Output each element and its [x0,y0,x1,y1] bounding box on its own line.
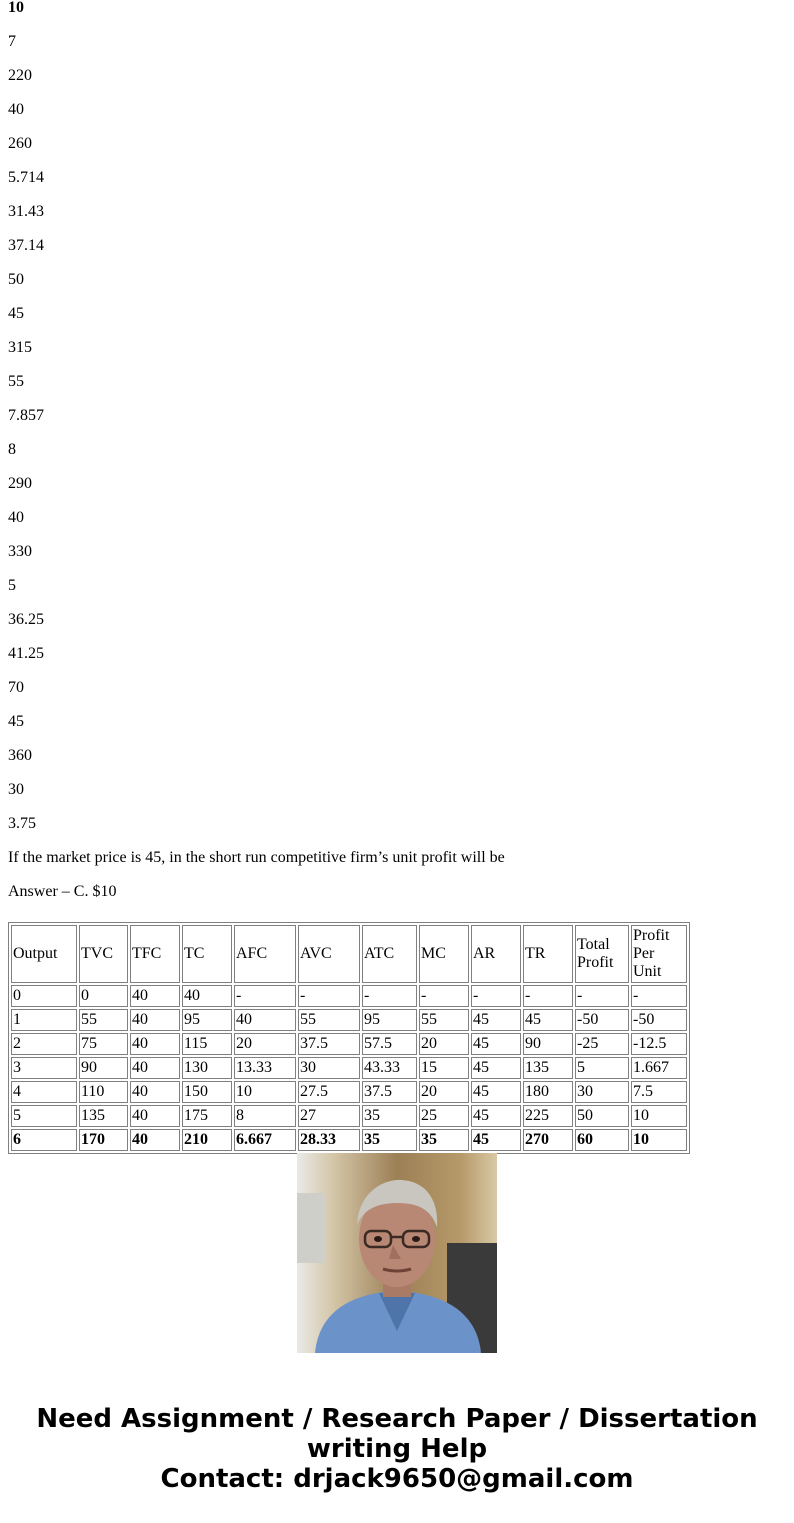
table-cell: 35 [362,1129,417,1151]
table-cell: 20 [234,1033,296,1055]
table-cell: 43.33 [362,1057,417,1079]
value-line: 55 [8,373,24,390]
table-cell: 15 [419,1057,469,1079]
column-header: AVC [298,925,360,983]
table-cell: 5 [575,1057,629,1079]
table-cell: 10 [234,1081,296,1103]
table-cell: 57.5 [362,1033,417,1055]
column-header: TC [182,925,232,983]
document-body [8,0,788,1154]
table-cell: 0 [79,985,128,1007]
value-line: 3.75 [8,815,36,832]
table-cell: -25 [575,1033,629,1055]
table-cell: - [298,985,360,1007]
table-cell: - [523,985,573,1007]
table-cell: - [234,985,296,1007]
value-line: 220 [8,67,32,84]
value-line: 315 [8,339,32,356]
value-list [8,0,788,843]
table-cell: 6.667 [234,1129,296,1151]
table-cell: 20 [419,1081,469,1103]
table-cell: -12.5 [631,1033,687,1055]
table-cell: -50 [631,1009,687,1031]
value-line: 45 [8,305,24,322]
table-cell: 5 [11,1105,77,1127]
table-cell: 60 [575,1129,629,1151]
value-line: 70 [8,679,24,696]
table-cell: - [362,985,417,1007]
cost-table [8,922,690,1154]
value-line: 260 [8,135,32,152]
value-line: 5 [8,577,16,594]
table-cell: - [631,985,687,1007]
table-cell: 28.33 [298,1129,360,1151]
value-line: 31.43 [8,203,44,220]
table-header-row [11,925,687,983]
table-cell: 40 [130,1057,180,1079]
table-cell: 40 [130,1033,180,1055]
table-row [11,1081,687,1103]
table-cell: 90 [523,1033,573,1055]
table-cell: -50 [575,1009,629,1031]
table-row [11,1129,687,1151]
table-cell: 37.5 [362,1081,417,1103]
column-header: TVC [79,925,128,983]
table-cell: 55 [419,1009,469,1031]
table-cell: 10 [631,1129,687,1151]
column-header: Profit Per Unit [631,925,687,983]
table-cell: 13.33 [234,1057,296,1079]
table-cell: 27.5 [298,1081,360,1103]
table-cell: 30 [298,1057,360,1079]
table-cell: 130 [182,1057,232,1079]
table-cell: 7.5 [631,1081,687,1103]
table-cell: - [471,985,521,1007]
table-cell: 150 [182,1081,232,1103]
table-cell: 270 [523,1129,573,1151]
table-cell: 35 [419,1129,469,1151]
table-cell: 40 [130,1105,180,1127]
table-row [11,1033,687,1055]
table-cell: 55 [298,1009,360,1031]
table-cell: 170 [79,1129,128,1151]
table-cell: 45 [471,1081,521,1103]
table-cell: 45 [471,1009,521,1031]
table-cell: 75 [79,1033,128,1055]
table-cell: 45 [471,1057,521,1079]
table-cell: 37.5 [298,1033,360,1055]
column-header: TFC [130,925,180,983]
table-cell: 2 [11,1033,77,1055]
column-header: ATC [362,925,417,983]
promo-footer [0,1404,794,1494]
table-cell: 20 [419,1033,469,1055]
value-line: 7.857 [8,407,44,424]
column-header: AR [471,925,521,983]
table-row [11,985,687,1007]
table-cell: 40 [130,985,180,1007]
value-line: 41.25 [8,645,44,662]
table-cell: 40 [130,1009,180,1031]
value-line: 5.714 [8,169,44,186]
value-line: 10 [8,0,24,16]
table-cell: 45 [523,1009,573,1031]
table-cell: 225 [523,1105,573,1127]
table-row [11,1105,687,1127]
value-line: 8 [8,441,16,458]
table-cell: 4 [11,1081,77,1103]
column-header: Total Profit [575,925,629,983]
table-row [11,1009,687,1031]
footer-line-2: writing Help [306,1434,488,1464]
table-row [11,1057,687,1079]
table-cell: 0 [11,985,77,1007]
question-text: If the market price is 45, in the short run competitive firm’s unit profit will be [8,849,505,866]
table-cell: 3 [11,1057,77,1079]
table-cell: 40 [182,985,232,1007]
value-line: 40 [8,101,24,118]
table-cell: 210 [182,1129,232,1151]
column-header: Output [11,925,77,983]
table-cell: 35 [362,1105,417,1127]
value-line: 7 [8,33,16,50]
table-cell: 8 [234,1105,296,1127]
table-cell: 1.667 [631,1057,687,1079]
value-line: 330 [8,543,32,560]
table-cell: 30 [575,1081,629,1103]
table-cell: 6 [11,1129,77,1151]
table-cell: - [419,985,469,1007]
table-cell: 27 [298,1105,360,1127]
author-photo [297,1153,497,1353]
answer-text: Answer – C. $10 [8,883,117,900]
table-cell: 95 [182,1009,232,1031]
table-cell: 1 [11,1009,77,1031]
table-cell: 135 [523,1057,573,1079]
value-line: 290 [8,475,32,492]
value-line: 50 [8,271,24,288]
table-cell: 50 [575,1105,629,1127]
footer-line-1: Need Assignment / Research Paper / Dissertation [36,1404,758,1434]
table-cell: 115 [182,1033,232,1055]
footer-contact: Contact: drjack9650@gmail.com [160,1464,634,1494]
column-header: AFC [234,925,296,983]
table-cell: 45 [471,1129,521,1151]
table-cell: 40 [130,1129,180,1151]
column-header: TR [523,925,573,983]
value-line: 40 [8,509,24,526]
value-line: 360 [8,747,32,764]
table-cell: 10 [631,1105,687,1127]
table-cell: 40 [234,1009,296,1031]
value-line: 30 [8,781,24,798]
table-cell: 90 [79,1057,128,1079]
table-cell: 40 [130,1081,180,1103]
table-cell: 135 [79,1105,128,1127]
table-cell: 45 [471,1105,521,1127]
value-line: 45 [8,713,24,730]
table-cell: 55 [79,1009,128,1031]
table-cell: 45 [471,1033,521,1055]
column-header: MC [419,925,469,983]
table-cell: 95 [362,1009,417,1031]
table-cell: 25 [419,1105,469,1127]
value-line: 36.25 [8,611,44,628]
value-line: 37.14 [8,237,44,254]
table-cell: 180 [523,1081,573,1103]
table-cell: 175 [182,1105,232,1127]
table-cell: - [575,985,629,1007]
table-cell: 110 [79,1081,128,1103]
